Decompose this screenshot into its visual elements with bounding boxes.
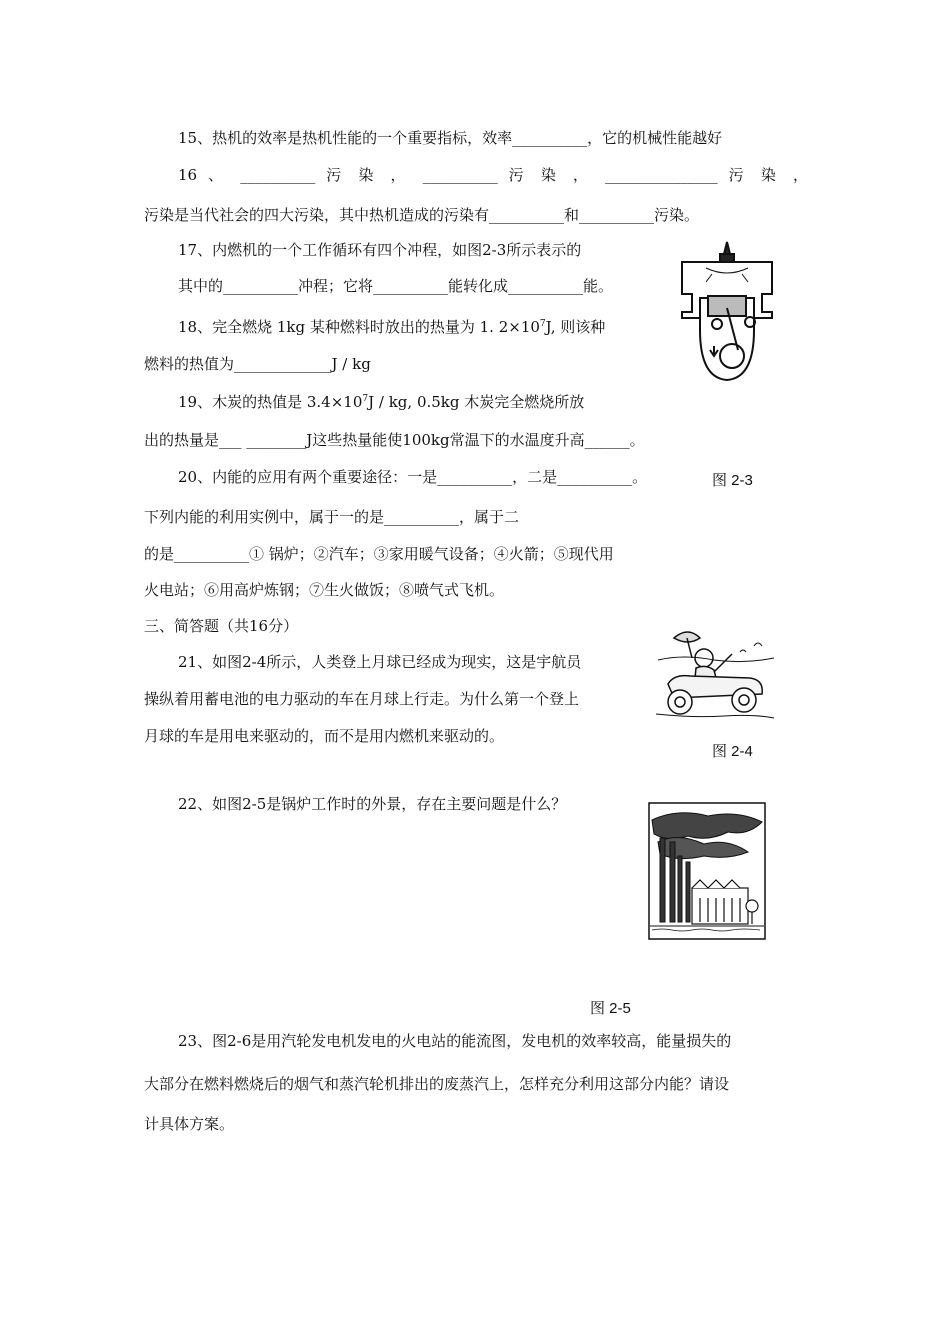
question-16-line-1: 16 、 __________ 污 染 ， __________ 污 染 ， _______________ 污 染 ， (178, 166, 808, 184)
question-19-line-2: 出的热量是___ ________J这些热量能使100kg常温下的水温度升高______。 (144, 431, 645, 449)
q18-text-b: J, 则该种 (545, 318, 606, 336)
question-18-line-2: 燃料的热值为_____________J / kg (144, 355, 371, 373)
boiler-factory-figure (648, 802, 766, 940)
figure-2-4-caption: 图 2-4 (712, 743, 753, 760)
question-20-line-3: 的是__________① 锅炉；②汽车；③家用暖气设备；④火箭；⑤现代用 (144, 545, 614, 563)
q18-text-a: 18、完全燃烧 1kg 某种燃料时放出的热量为 1. 2×10 (178, 318, 540, 336)
q19-text-a: 19、木炭的热值是 3.4×10 (178, 393, 363, 411)
figure-2-5-caption: 图 2-5 (590, 1000, 631, 1017)
question-20-line-2: 下列内能的利用实例中，属于一的是__________，属于二 (144, 508, 520, 526)
lunar-rover-figure (654, 624, 776, 724)
question-17-line-2: 其中的__________冲程；它将__________能转化成__________能。 (178, 277, 614, 295)
factory-smoke-icon (648, 802, 766, 940)
question-17-line-1: 17、内燃机的一个工作循环有四个冲程，如图2-3所示表示的 (178, 241, 582, 259)
figure-2-3-caption: 图 2-3 (712, 472, 753, 489)
q19-text-b: J / kg, 0.5kg 木炭完全燃烧所放 (368, 393, 585, 411)
question-23-line-3: 计具体方案。 (144, 1115, 235, 1133)
question-19-line-1 (178, 389, 584, 412)
question-20-line-1: 20、内能的应用有两个重要途径：一是__________，二是__________。 (178, 468, 648, 486)
q18-exponent: 7 (539, 319, 546, 329)
question-23-line-2: 大部分在燃料燃烧后的烟气和蒸汽轮机排出的废蒸汽上，怎样充分利用这部分内能？请设 (144, 1075, 730, 1093)
question-21-line-2: 操纵着用蓄电池的电力驱动的车在月球上行走。为什么第一个登上 (144, 690, 580, 708)
question-22: 22、如图2-5是锅炉工作时的外景，存在主要问题是什么？ (178, 795, 567, 813)
lunar-rover-icon (654, 624, 776, 724)
question-21-line-1: 21、如图2-4所示，人类登上月球已经成为现实，这是宇航员 (178, 653, 582, 671)
question-20-line-4: 火电站；⑥用高炉炼钢；⑦生火做饭；⑧喷气式飞机。 (144, 581, 505, 599)
question-18-line-1 (178, 314, 605, 337)
question-21-line-3: 月球的车是用电来驱动的，而不是用内燃机来驱动的。 (144, 727, 505, 745)
q19-exponent: 7 (362, 394, 369, 404)
question-15: 15、热机的效率是热机性能的一个重要指标，效率__________，它的机械性能越好 (178, 129, 723, 147)
engine-cylinder-figure (672, 238, 782, 388)
question-23-line-1: 23、图2-6是用汽轮发电机发电的火电站的能流图，发电机的效率较高，能量损失的 (178, 1032, 732, 1050)
engine-cylinder-icon (672, 238, 782, 388)
question-16-line-2: 污染是当代社会的四大污染，其中热机造成的污染有__________和__________污染。 (144, 206, 700, 224)
section-3-heading: 三、简答题（共16分） (144, 617, 299, 635)
